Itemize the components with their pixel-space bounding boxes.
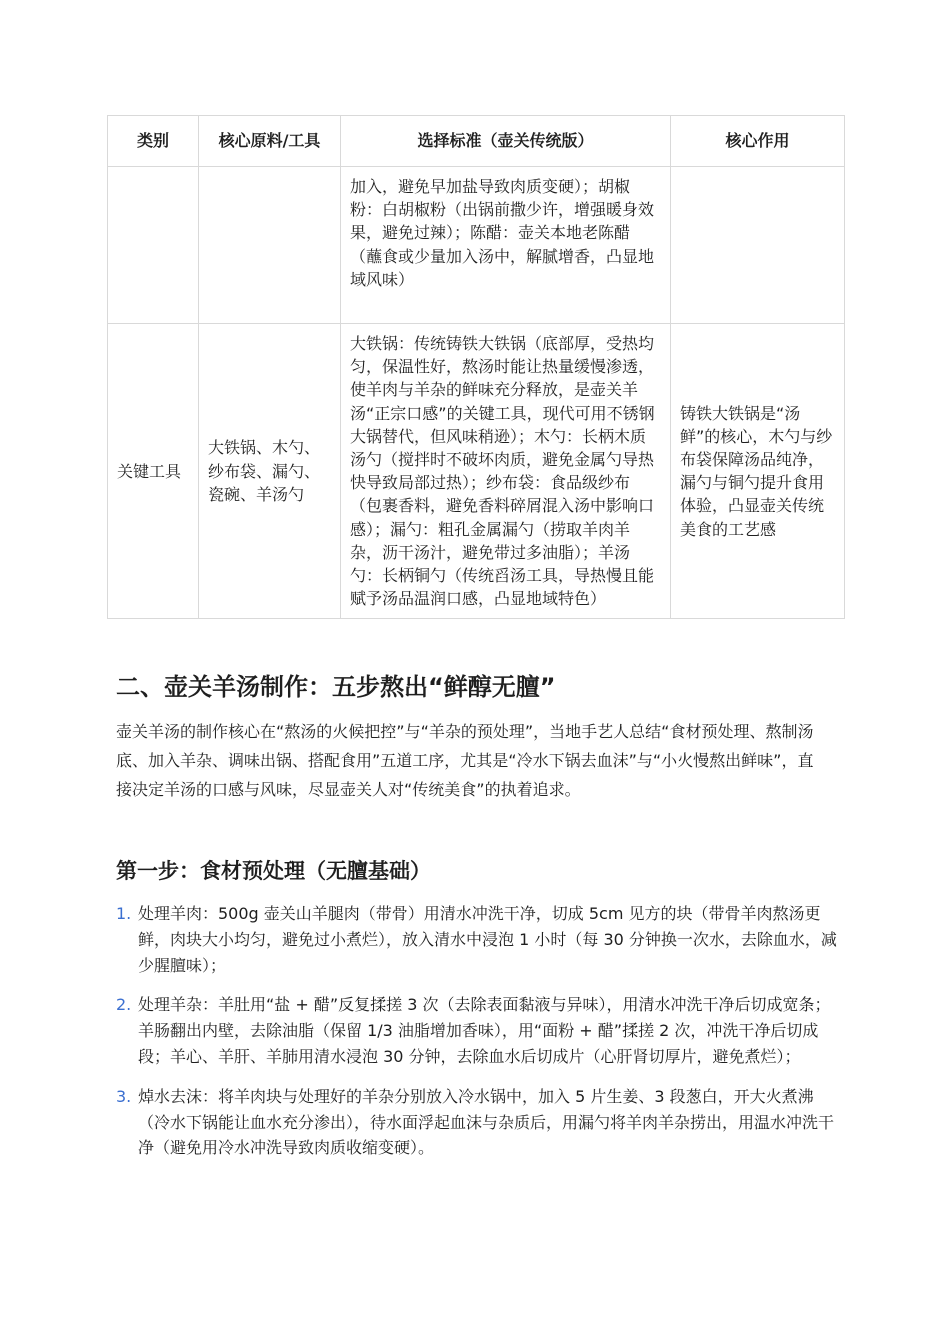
header-role: 核心作用 (671, 116, 845, 167)
list-item-text: 处理羊杂：羊肚用“盐 + 醋”反复揉搓 3 次（去除表面黏液与异味），用清水冲洗干净后切成宽条；羊肠翻出内壁，去除油脂（保留 1/3 油脂增加香味），用“面粉 + 醋”揉搓 2 次，冲洗干净后切成段；羊心、羊肝、羊肺用清水浸泡 30 分钟，去除血水后切成片（心肝肾切厚片，避免煮烂）； (138, 995, 831, 1066)
cell-standard: 大铁锅：传统铸铁大铁锅（底部厚，受热均匀，保温性好，熬汤时能让热量缓慢渗透，使羊肉与羊杂的鲜味充分释放，是壶关羊汤“正宗口感”的关键工具，现代可用不锈钢大锅替代，但风味稍逊）；木勺：长柄木质汤勺（搅拌时不破坏肉质，避免金属勺导热快导致局部过热）；纱布袋：食品级纱布（包裹香料，避免香料碎屑混入汤中影响口感）；漏勺：粗孔金属漏勺（捞取羊肉羊杂，沥干汤汁，避免带过多油脂）；羊汤勺：长柄铜勺（传统舀汤工具，导热慢且能赋予汤品温润口感，凸显地域特色） (341, 324, 671, 619)
cell-items (199, 167, 341, 324)
section-heading: 二、壶关羊汤制作：五步熬出“鲜醇无膻” (116, 673, 556, 701)
step-heading: 第一步：食材预处理（无膻基础） (116, 859, 431, 883)
list-item-text: 处理羊肉：500g 壶关山羊腿肉（带骨）用清水冲洗干净，切成 5cm 见方的块（带骨羊肉熬汤更鲜，肉块大小均匀，避免过小煮烂），放入清水中浸泡 1 小时（每 30 分钟换一次水，去除血水，减少腥膻味）； (138, 904, 837, 975)
header-items: 核心原料/工具 (199, 116, 341, 167)
header-category: 类别 (108, 116, 199, 167)
cell-standard: 加入，避免早加盐导致肉质变硬）；胡椒粉：白胡椒粉（出锅前撒少许，增强暖身效果，避免过辣）；陈醋：壶关本地老陈醋（蘸食或少量加入汤中，解腻增香，凸显地域风味） (341, 167, 671, 324)
section-intro-paragraph: 壶关羊汤的制作核心在“熬汤的火候把控”与“羊杂的预处理”，当地手艺人总结“食材预处理、熬制汤底、加入羊杂、调味出锅、搭配食用”五道工序，尤其是“冷水下锅去血沫”与“小火慢熬出鲜味”，直接决定羊汤的口感与风味，尽显壶关人对“传统美食”的执着追求。 (116, 722, 814, 799)
list-item-number: 2. (116, 995, 132, 1015)
list-item-number: 3. (116, 1086, 132, 1106)
list-item (116, 1084, 838, 1161)
table-row (108, 167, 845, 324)
cell-category (108, 167, 199, 324)
cell-role (671, 167, 845, 324)
cell-role: 铸铁大铁锅是“汤鲜”的核心，木勺与纱布袋保障汤品纯净，漏勺与铜勺提升食用体验，凸显壶关传统美食的工艺感 (671, 324, 845, 619)
header-standard: 选择标准（壶关传统版） (341, 116, 671, 167)
cell-category: 关键工具 (108, 324, 199, 619)
table-header-row (108, 116, 845, 167)
ingredients-tools-table (107, 115, 845, 619)
table-row (108, 324, 845, 619)
step-list (116, 901, 838, 1175)
list-item (116, 992, 838, 1069)
list-item-text: 焯水去沫：将羊肉块与处理好的羊杂分别放入冷水锅中，加入 5 片生姜、3 段葱白，开大火煮沸（冷水下锅能让血水充分渗出），待水面浮起血沫与杂质后，用漏勺将羊肉羊杂捞出，用温水冲洗干净（避免用冷水冲洗导致肉质收缩变硬）。 (138, 1086, 835, 1158)
cell-items: 大铁锅、木勺、纱布袋、漏勺、瓷碗、羊汤勺 (199, 324, 341, 619)
list-item-number: 1. (116, 904, 132, 923)
list-item (116, 901, 838, 978)
